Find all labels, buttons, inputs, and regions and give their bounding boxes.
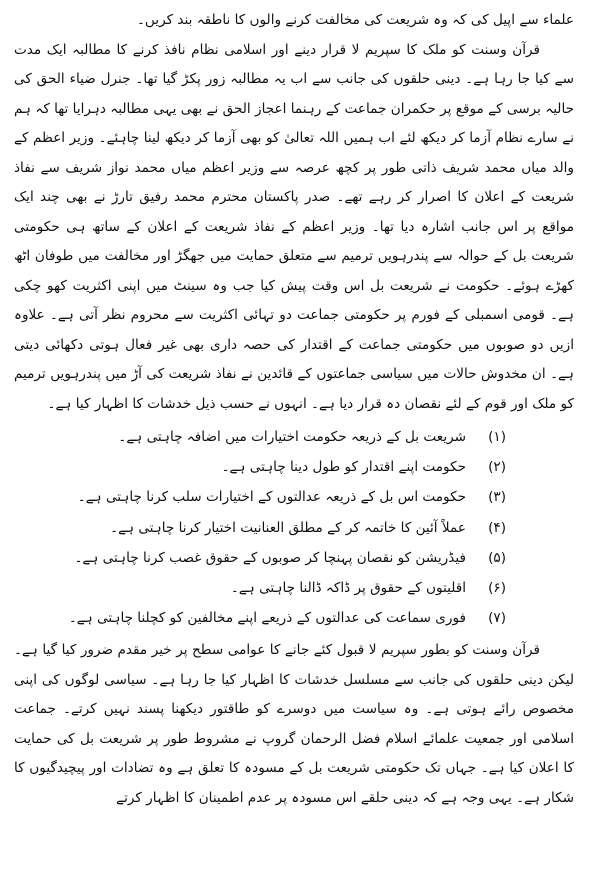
paragraph-opening: علماء سے اپیل کی کہ وہ شریعت کی مخالفت کرنے والوں کا ناطقہ بند کریں۔ xyxy=(136,12,574,28)
concerns-list xyxy=(14,422,574,633)
list-item xyxy=(14,573,574,603)
list-item xyxy=(14,422,574,452)
list-item-number: (۱) xyxy=(488,429,506,445)
paragraph-closing: قرآن وسنت کو بطور سپریم لا قبول کئے جانے کا عوامی سطح پر خیر مقدم ضرور کیا گیا ہے۔ لیکن دینی حلقوں کی جانب سے مسلسل خدشات کا اظہار کیا جا رہا ہے۔ سیاسی لوگوں کی اپنی مخصوص رائے ہوتی ہے۔ وہ سیاست میں دوسرے کو طاقتور دیکھنا پسند نہیں کرتے۔ جماعت اسلامی اور جمعیت علمائے اسلام فضل الرحمان گروپ نے مشروط طور پر شریعت بل کی حمایت کا اعلان کیا ہے۔ جہاں تک حکومتی شریعت بل کے مسودہ کا تعلق ہے وہ تضادات اور پیچیدگیوں کا شکار ہے۔ یہی وجہ ہے کہ دینی حلقے اس مسودہ پر عدم اطمینان کا اظہار کرتے xyxy=(14,642,574,806)
list-item-number: (۲) xyxy=(488,459,506,476)
list-item-text: فیڈریشن کو نقصان پہنچا کر صوبوں کے حقوق غصب کرنا چاہتی ہے۔ xyxy=(74,549,466,566)
list-item-text: حکومت اس بل کے ذریعہ عدالتوں کے اختیارات سلب کرنا چاہتی ہے۔ xyxy=(77,489,466,506)
list-item-number: (۶) xyxy=(488,580,506,597)
list-item-number: (۵) xyxy=(488,549,506,566)
list-item xyxy=(14,603,574,633)
list-item-number: (۴) xyxy=(488,519,506,536)
list-item-text: اقلیتوں کے حقوق پر ڈاکہ ڈالنا چاہتی ہے۔ xyxy=(230,580,466,597)
paragraph-sharia-demand: قرآن وسنت کو ملک کا سپریم لا قرار دینے اور اسلامی نظام نافذ کرنے کا مطالبہ ایک مدت سے کیا جا رہا ہے۔ دینی حلقوں کی جانب سے اب یہ مطالبہ زور پکڑ گیا تھا۔ جنرل ضیاء الحق کی حالیہ برسی کے موقع پر حکمران جماعت کے رہنما اعجاز الحق نے بھی یہی مطالبہ دہرایا تھا کہ ہم نے سارے نظام آزما کر دیکھ لئے اب ہمیں اللہ تعالیٰ کو بھی آزما کر دیکھ لینا چاہئے۔ وزیر اعظم کے والد میاں محمد شریف ذاتی طور پر کچھ عرصہ سے وزیر اعظم میاں محمد نواز شریف سے نفاذ شریعت کے اعلان کا اصرار کر رہے تھے۔ صدر پاکستان محترم محمد رفیق تارڑ نے بھی چند ایک مواقع پر اس جانب اشارہ دیا تھا۔ وزیر اعظم کے نفاذ شریعت کے اعلان کے ساتھ ہی حکومتی شریعت بل کے حوالہ سے پندرہویں ترمیم سے متعلق حمایت میں جھگڑ اور مخالفت میں طوفان اٹھ کھڑے ہوئے۔ حکومت نے شریعت بل اس وقت پیش کیا جب وہ سینٹ میں اپنی اکثریت کھو چکی ہے۔ قومی اسمبلی کے فورم پر حکومتی جماعت دو تہائی اکثریت سے محروم نظر آتی ہے۔ علاوہ ازیں دو صوبوں میں حکومتی جماعت کے اقتدار کی حصہ داری بھی غیر فعال ہوتی دکھائی دیتی ہے۔ ان مخدوش حالات میں سیاسی جماعتوں کے قائدین نے نفاذ شریعت کی آڑ میں پندرہویں ترمیم کو ملک اور قوم کے لئے نقصان دہ قرار دیا ہے۔ انہوں نے حسب ذیل خدشات کا اظہار کیا ہے۔ xyxy=(14,41,574,412)
list-item xyxy=(14,482,574,512)
list-item-text: عملاً آئین کا خاتمہ کر کے مطلق العنانیت اختیار کرنا چاہتی ہے۔ xyxy=(110,519,466,536)
list-item-text: شریعت بل کے ذریعہ حکومت اختیارات میں اضافہ چاہتی ہے۔ xyxy=(118,429,466,445)
list-item xyxy=(14,513,574,543)
list-item-number: (۷) xyxy=(488,610,506,627)
list-item-text: حکومت اپنے اقتدار کو طول دینا چاہتی ہے۔ xyxy=(221,459,466,476)
list-item-number: (۳) xyxy=(488,489,506,506)
list-item xyxy=(14,543,574,573)
list-item-text: فوری سماعت کی عدالتوں کے ذریعے اپنے مخالفین کو کچلنا چاہتی ہے۔ xyxy=(68,610,466,627)
list-item xyxy=(14,452,574,482)
